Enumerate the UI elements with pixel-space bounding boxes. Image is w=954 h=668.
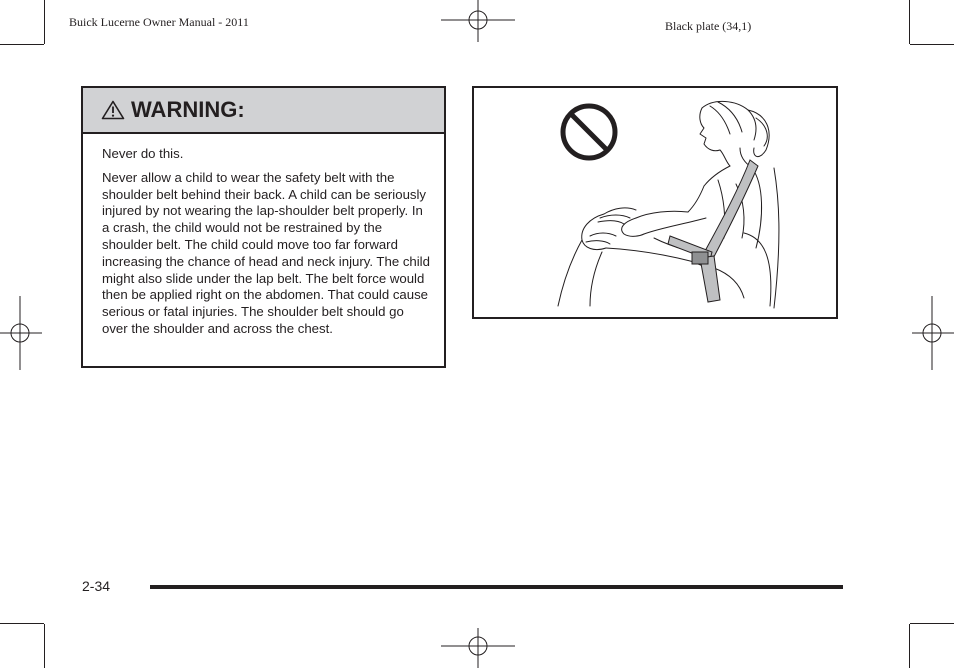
crop-mark (0, 44, 44, 45)
crop-mark (909, 0, 910, 44)
crop-mark (910, 623, 954, 624)
header-manual-title: Buick Lucerne Owner Manual - 2011 (69, 15, 249, 29)
warning-body (83, 134, 444, 338)
registration-mark-icon (0, 296, 46, 370)
registration-mark-icon (441, 0, 515, 46)
header-plate-info: Black plate (34,1) (665, 19, 752, 33)
warning-paragraph: Never allow a child to wear the safety belt with the shoulder belt behind their back. A child can be seriously injured by not wearing the lap-shoulder belt properly. In a crash, the child would not be restrained by the shoulder belt. The child could move too far forward increasing the chance of head and neck injury. The child might also slide under the lap belt. The belt force would then be applied right on the abdomen. That could cause serious or fatal injuries. The shoulder belt should go over the shoulder and across the chest. (102, 169, 430, 336)
warning-box (81, 86, 446, 368)
page-number: 2-34 (82, 578, 111, 594)
warning-triangle-icon (101, 100, 125, 120)
crop-mark (0, 623, 44, 624)
illustration-frame (472, 86, 838, 319)
crop-mark (909, 624, 910, 668)
warning-paragraph: Never do this. (102, 146, 184, 161)
registration-mark-icon (910, 296, 954, 370)
registration-mark-icon (441, 626, 515, 668)
prohibited-icon (563, 106, 615, 158)
seated-passenger-illustration (474, 88, 836, 317)
crop-mark (44, 0, 45, 44)
crop-mark (910, 44, 954, 45)
footer-rule (150, 585, 843, 589)
warning-title: WARNING: (131, 97, 245, 122)
warning-header (83, 88, 444, 134)
crop-mark (44, 624, 45, 668)
